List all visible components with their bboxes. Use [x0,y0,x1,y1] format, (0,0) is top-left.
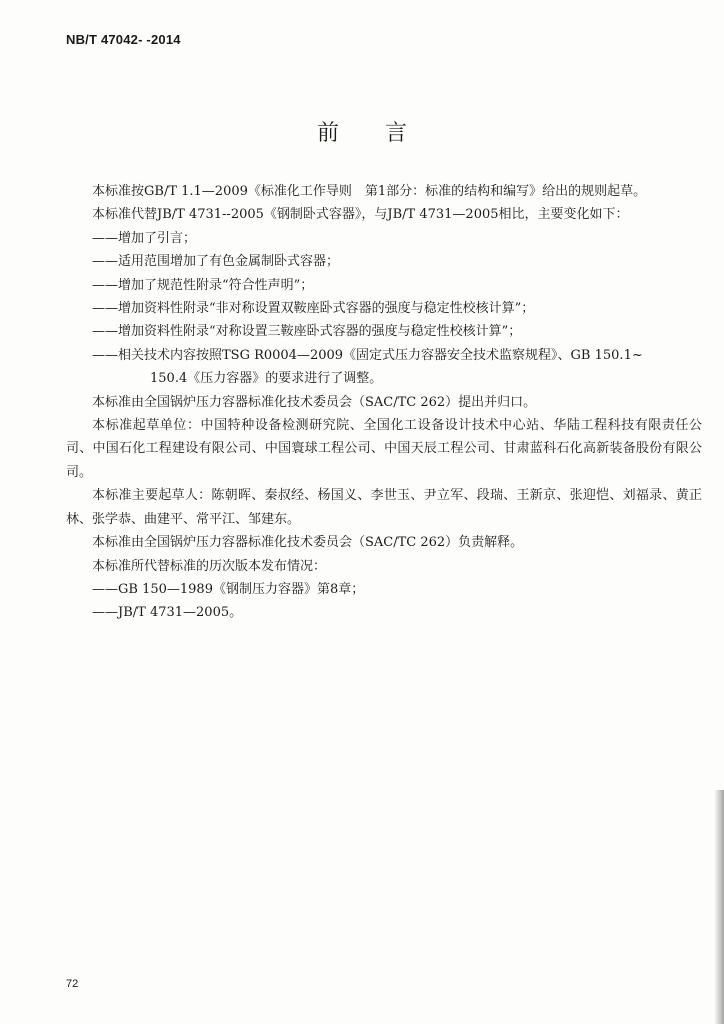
page-title: 前言 [316,121,453,146]
paragraph-drafting-rules: 本标准按GB/T 1.1—2009《标准化工作导则 第1部分：标准的结构和编写》给出的规则起草。 [92,184,647,199]
change-item-continuation: 150.4《压力容器》的要求进行了调整。 [150,371,383,387]
change-item: ——相关技术内容按照TSG R0004—2009《固定式压力容器安全技术监察规程》、GB 150.1~ [92,347,643,363]
change-item: ——增加了引言； [92,230,197,246]
page-number: 72 [66,978,79,990]
paragraph-history: 本标准所代替标准的历次版本发布情况： [92,558,327,574]
paragraph-interpretation: 本标准由全国锅炉压力容器标准化技术委员会（SAC/TC 262）负责解释。 [92,535,524,551]
foreword-body [66,180,702,625]
paragraph-replaces: 本标准代替JB/T 4731--2005《钢制卧式容器》，与JB/T 4731—2005相比，主要变化如下： [92,207,629,223]
history-item: ——JB/T 4731—2005。 [92,605,243,621]
history-item: ——GB 150—1989《钢制压力容器》第8章； [92,581,365,597]
change-item: ——增加了规范性附录“符合性声明”； [92,277,314,293]
paragraph-drafting-units: 本标准起草单位：中国特种设备检测研究院、全国化工设备设计技术中心站、华陆工程科技有限责任公司、中国石化工程建设有限公司、中国寰球工程公司、中国天辰工程公司、甘肃蓝科石化高新装备股份有限公司。 [66,418,702,480]
change-item: ——增加资料性附录“对称设置三鞍座卧式容器的强度与稳定性校核计算”； [92,324,522,340]
paragraph-proposed-by: 本标准由全国锅炉压力容器标准化技术委员会（SAC/TC 262）提出并归口。 [92,394,537,410]
standard-code-header: NB/T 47042- -2014 [66,32,181,47]
paragraph-drafters: 本标准主要起草人：陈朝晖、秦叔经、杨国义、李世玉、尹立军、段瑞、王新京、张迎恺、刘福录、黄正林、张学恭、曲建平、常平江、邹建东。 [66,488,702,527]
scan-edge-shadow [714,790,724,1024]
change-item: ——适用范围增加了有色金属制卧式容器； [92,254,340,270]
change-item: ——增加资料性附录“非对称设置双鞍座卧式容器的强度与稳定性校核计算”； [92,301,535,317]
